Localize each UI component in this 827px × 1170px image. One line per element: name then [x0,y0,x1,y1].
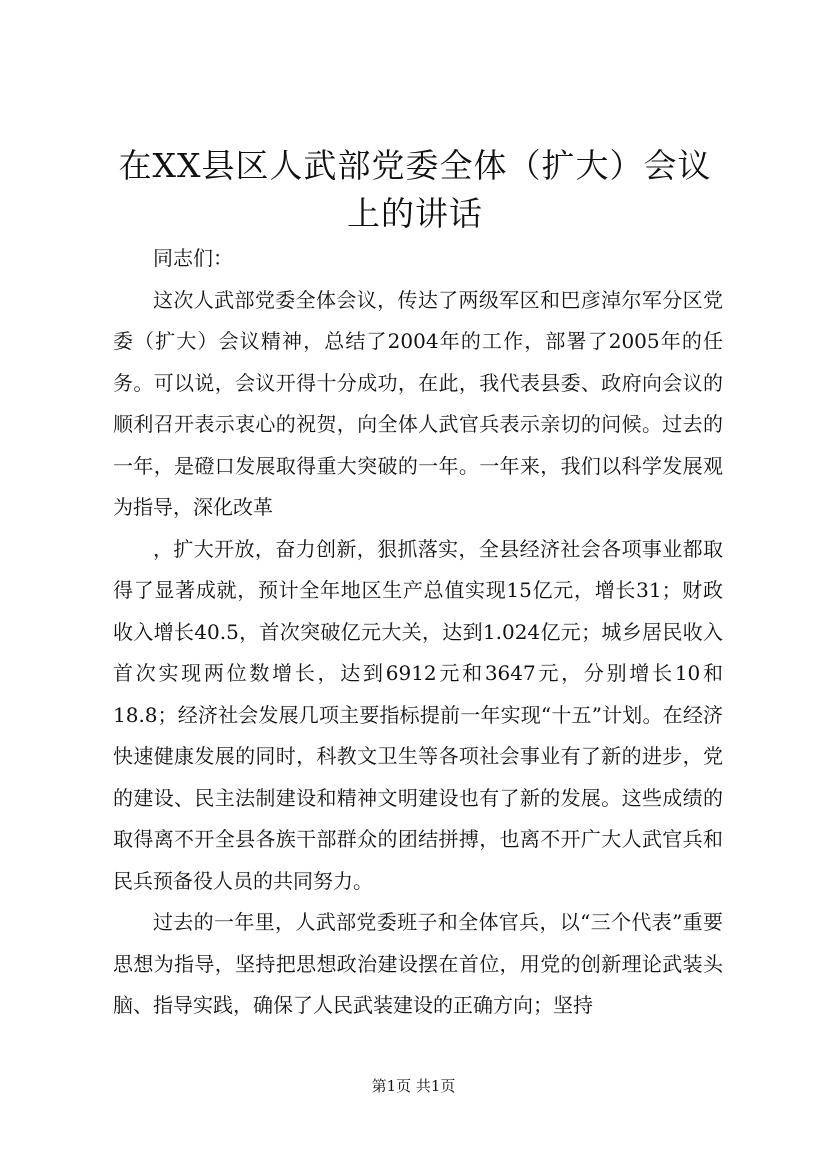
document-body [113,238,723,1027]
paragraph-1: 这次人武部党委全体会议，传达了两级军区和巴彦淖尔军分区党委（扩大）会议精神，总结了2004年的工作，部署了2005年的任务。可以说，会议开得十分成功，在此，我代表县委、政府向会议的顺利召开表示衷心的祝贺，向全体人武官兵表示亲切的问候。过去的一年，是磴口发展取得重大突破的一年。一年来，我们以科学发展观为指导，深化改革 [113,287,723,519]
paragraph-3: 过去的一年里，人武部党委班子和全体官兵，以“三个代表”重要思想为指导，坚持把思想政治建设摆在首位，用党的创新理论武装头脑、指导实践，确保了人民武装建设的正确方向；坚持 [113,910,723,1017]
page-footer: 第1页 共1页 [371,1077,456,1095]
paragraph-2: ，扩大开放，奋力创新，狠抓落实，全县经济社会各项事业都取得了显著成就，预计全年地区生产总值实现15亿元，增长31；财政收入增长40.5，首次突破亿元大关，达到1.024亿元；城乡居民收入首次实现两位数增长，达到6912元和3647元，分别增长10和18.8；经济社会发展几项主要指标提前一年实现“十五”计划。在经济快速健康发展的同时，科教文卫生等各项社会事业有了新的进步，党的建设、民主法制建设和精神文明建设也有了新的发展。这些成绩的取得离不开全县各族干部群众的团结拼搏，也离不开广大人武官兵和民兵预备役人员的共同努力。 [113,536,723,893]
document-title: 在XX县区人武部党委全体（扩大）会议上的讲话 [118,146,712,233]
salutation: 同志们： [153,246,233,270]
